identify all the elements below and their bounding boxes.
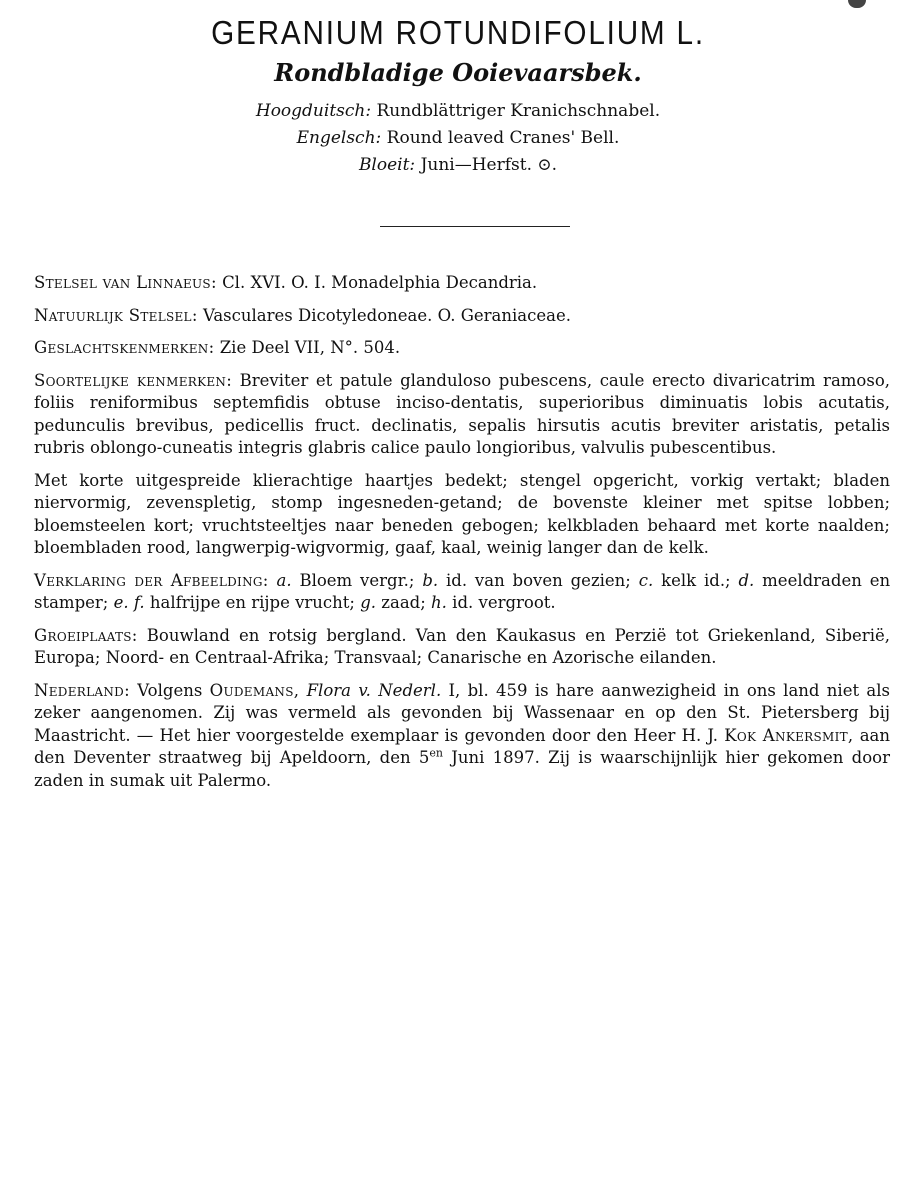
figure-key: g.: [360, 593, 377, 612]
section-label: Natuurlijk Stelsel:: [34, 305, 198, 325]
author-name: Oudemans,: [209, 680, 300, 700]
figure-explanation-paragraph: [34, 570, 890, 615]
ink-blot: [848, 0, 866, 8]
section-label: Soortelijke kenmerken:: [34, 370, 233, 390]
figure-text: meeldraden en stamper;: [34, 570, 891, 612]
section-text: Cl. XVI. O. I. Monadelphia Decandria.: [222, 273, 538, 292]
flowering-period: Juni—Herfst. ⊙.: [420, 155, 558, 175]
figure-key: h.: [431, 593, 447, 612]
superscript: en: [429, 746, 443, 760]
german-label: Hoogduitsch:: [255, 101, 372, 121]
figure-text: kelk id.;: [661, 570, 731, 590]
english-label: Engelsch:: [296, 128, 382, 148]
figure-key: a.: [276, 570, 292, 590]
english-name-line: [0, 125, 916, 152]
figure-text: Bloem vergr.;: [299, 570, 415, 590]
description-body: [34, 272, 890, 802]
netherlands-text: aan den Deventer straatweg bij Apeldoorn, den 5: [34, 725, 891, 767]
figure-key: e. f.: [113, 593, 145, 612]
figure-text: halfrijpe en rijpe vrucht;: [149, 593, 355, 612]
figure-text: id. vergroot.: [452, 593, 556, 612]
figure-key: c.: [638, 570, 654, 590]
figure-text: id. van boven gezien;: [446, 570, 631, 590]
author-name: Kok Ankersmit,: [724, 725, 854, 745]
flowering-line: [0, 152, 916, 179]
linnaeus-system-paragraph: [34, 272, 890, 295]
work-title: Flora v. Nederl.: [306, 680, 442, 700]
latin-description: Breviter et patule glanduloso pubescens, caule erecto divaricatrim ramoso, foliis reniformibus septemfidis obtuse inciso-dentatis, superioribus diminuatis lobis acutatis, pedunculis brevibus, pedicellis fruct. declinatis, sepalis hirsutis acutis breviter aristatis, petalis rubris oblongo-cuneatis integris glabris calice paulo longioribus, valvulis pubescentibus.: [34, 370, 891, 457]
netherlands-text: Juni 1897. Zij is waarschijnlijk hier gekomen door zaden in sumak uit Palermo.: [34, 748, 890, 790]
species-title: GERANIUM ROTUNDIFOLIUM L.: [211, 14, 705, 51]
figure-text: zaad;: [381, 593, 426, 612]
common-names-block: [0, 98, 916, 179]
flowering-label: Bloeit:: [358, 155, 416, 175]
dutch-common-name: Rondbladige Ooievaarsbek.: [274, 58, 642, 87]
section-label: Verklaring der Afbeelding:: [34, 570, 269, 590]
divider-rule: [380, 226, 570, 227]
section-text: Zie Deel VII, N°. 504.: [219, 338, 401, 357]
section-label: Groeiplaats:: [34, 625, 138, 645]
english-name: Round leaved Cranes' Bell.: [386, 128, 620, 148]
netherlands-paragraph: [34, 680, 890, 793]
habitat-paragraph: [34, 625, 890, 670]
figure-key: b.: [422, 570, 439, 590]
section-label: Stelsel van Linnaeus:: [34, 273, 217, 292]
natural-system-paragraph: [34, 305, 890, 328]
section-label: Geslachtskenmerken:: [34, 338, 215, 357]
netherlands-text: Volgens: [137, 680, 203, 700]
dutch-description-paragraph: Met korte uitgespreide klierachtige haartjes bedekt; stengel opgericht, vorkig vertakt; bladen niervormig, zevenspletig, stomp ingesneden-getand; de bovenste kleiner met spitse lobben; bloemsteelen kort; vruchtsteeltjes naar beneden gebogen; kelkbladen behaard met korte naalden; bloembladen rood, langwerpig-wigvormig, gaaf, kaal, weinig langer dan de kelk.: [34, 470, 890, 557]
german-name-line: [0, 98, 916, 125]
german-name: Rundblättriger Kranichschnabel.: [376, 101, 661, 121]
netherlands-text: I, bl. 459 is hare aanwezigheid in ons land niet als zeker aangenomen. Zij was vermeld als gevonden bij Wassenaar en op den St. Pietersberg bij Maastricht. — Het hier voorgestelde exemplaar is gevonden door den Heer H. J.: [34, 680, 891, 745]
figure-key: d.: [738, 570, 755, 590]
species-characters-paragraph: [34, 370, 890, 460]
section-label: Nederland:: [34, 680, 130, 700]
genus-characters-paragraph: [34, 337, 890, 360]
section-text: Vasculares Dicotyledoneae. O. Geraniaceae.: [202, 305, 571, 325]
habitat-text: Bouwland en rotsig bergland. Van den Kaukasus en Perzië tot Griekenland, Siberië, Europa; Noord- en Centraal-Afrika; Transvaal; Canarische en Azorische eilanden.: [34, 625, 890, 667]
